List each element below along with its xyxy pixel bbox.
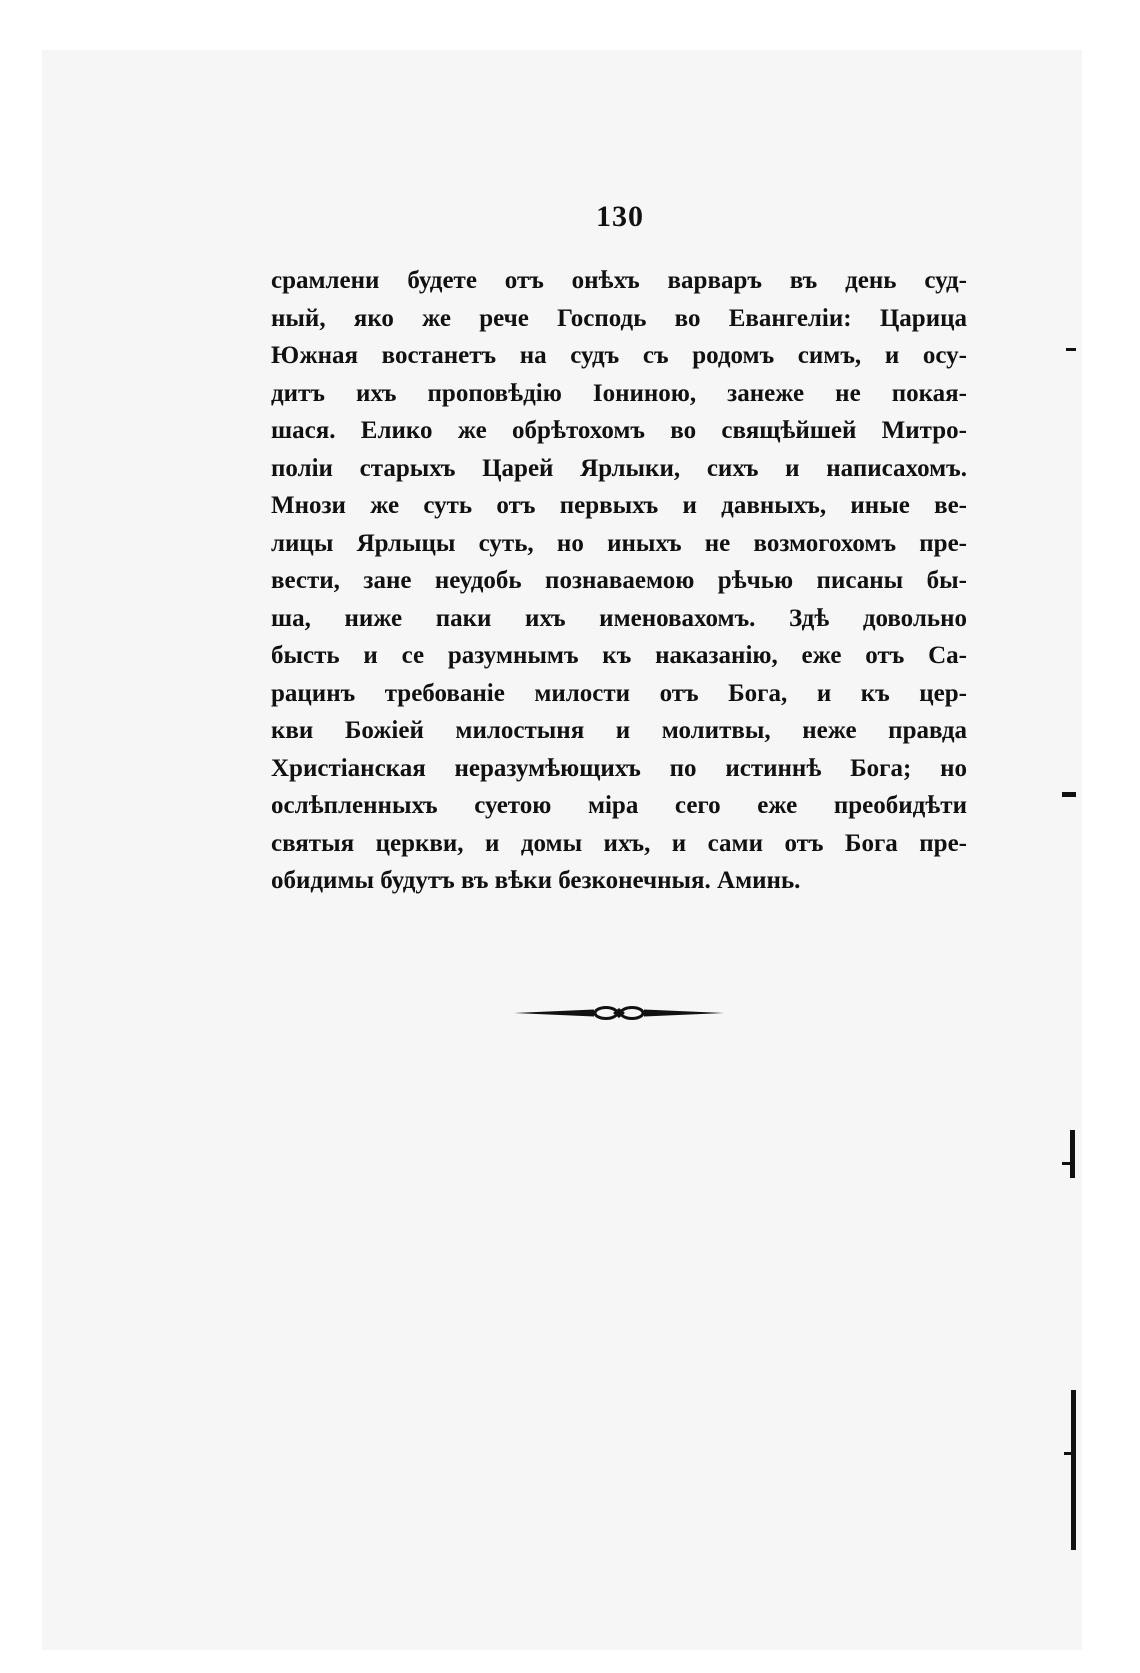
- text-line: ный, яко же рече Господь во Евангеліи: Царица: [271, 304, 967, 332]
- text-line: Южная востанетъ на судъ съ родомъ симъ, и осу-: [271, 342, 967, 369]
- text-line: кви Божіей милостыня и молитвы, неже правда: [271, 717, 967, 744]
- scan-mark: [1071, 1390, 1076, 1550]
- text-line: обидимы будутъ въ вѣки безконечныя. Аминь.: [271, 867, 801, 894]
- text-line: ша, ниже паки ихъ именовахомъ. Здѣ довольно: [271, 604, 967, 632]
- scan-mark: [1062, 1162, 1072, 1165]
- text-line: лицы Ярлыцы суть, но иныхъ не возмогохомъ пре-: [271, 529, 967, 557]
- text-line: бысть и се разумнымъ къ наказанію, еже отъ Са-: [271, 642, 967, 669]
- body-text: [271, 262, 967, 900]
- text-line: рацинъ требованіе милости отъ Бога, и къ цер-: [271, 679, 967, 707]
- text-line: поліи старыхъ Царей Ярлыки, сихъ и написахомъ.: [271, 454, 967, 482]
- text-line: дитъ ихъ проповѣдію Іониною, занеже не покая-: [271, 379, 967, 407]
- text-line: святыя церкви, и домы ихъ, и сами отъ Бога пре-: [271, 829, 967, 857]
- text-line: ослѣпленныхъ суетою міра сего еже преобидѣти: [271, 792, 967, 819]
- text-line: Мнози же суть отъ первыхъ и давныхъ, иные ве-: [271, 492, 967, 519]
- text-line: вести, зане неудобь познаваемою рѣчью писаны бы-: [271, 567, 967, 594]
- text-line: Христіанская неразумѣющихъ по истиннѣ Бога; но: [271, 754, 967, 782]
- scan-mark: [1062, 792, 1076, 797]
- scan-mark: [1064, 1452, 1072, 1455]
- text-line: шася. Елико же обрѣтохомъ во свящѣйшей Митро-: [271, 417, 967, 444]
- tailpiece-ornament-icon: [514, 1004, 724, 1022]
- ornament-left-taper: [514, 1010, 594, 1017]
- scan-mark: [1066, 348, 1076, 351]
- scan-mark: [1070, 1130, 1075, 1178]
- page-number: 130: [596, 200, 644, 233]
- ornament-right-taper: [644, 1010, 724, 1017]
- text-line: срамлени будете отъ онѣхъ варваръ въ день суд-: [271, 267, 967, 294]
